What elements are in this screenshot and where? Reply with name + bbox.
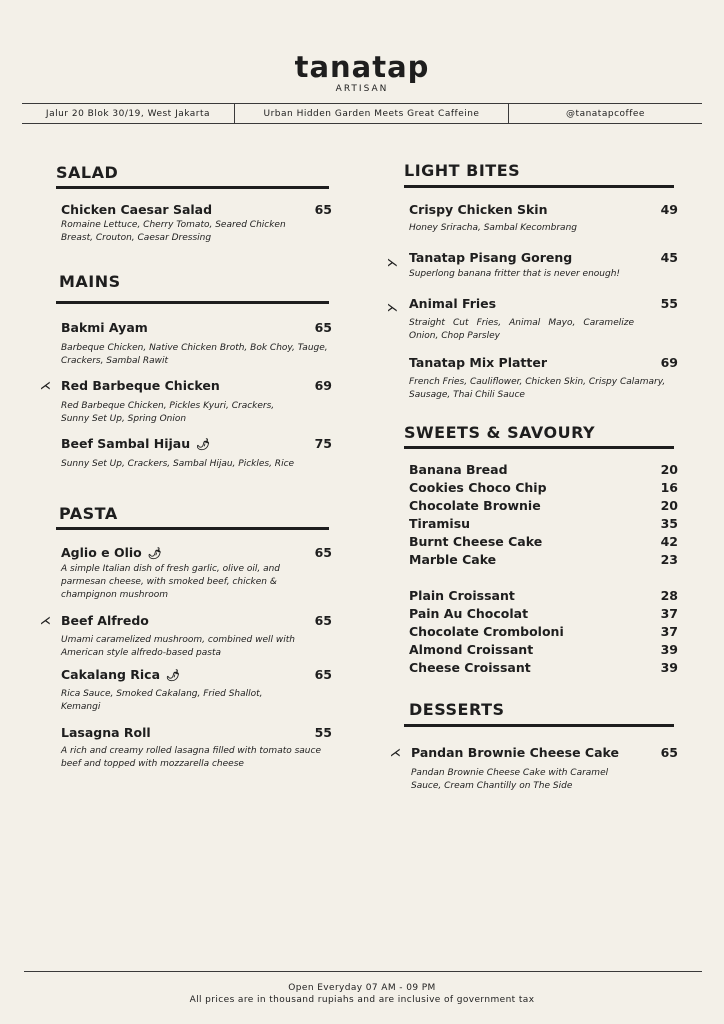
item-name: Tanatap Pisang Goreng xyxy=(409,250,573,265)
footer-rule xyxy=(24,971,702,972)
item-name: Chicken Caesar Salad xyxy=(61,202,213,217)
item-price: 69 xyxy=(660,355,678,370)
item-name: Cookies Choco Chip xyxy=(409,480,547,495)
item-name: Tiramisu xyxy=(409,516,471,531)
item-name-with-icon xyxy=(61,667,180,682)
item-price: 39 xyxy=(660,660,678,675)
social-handle: @tanatapcoffee xyxy=(566,108,645,119)
item-name: Chocolate Cromboloni xyxy=(409,624,564,639)
item-price: 65 xyxy=(314,320,332,335)
item-price: 37 xyxy=(660,624,678,639)
item-price: 42 xyxy=(660,534,678,549)
section-rule xyxy=(404,446,674,449)
section-title-desserts: DESSERTS xyxy=(409,700,505,719)
section-title-light-bites: LIGHT BITES xyxy=(404,161,521,180)
section-title-salad: SALAD xyxy=(56,163,119,182)
chili-icon: 🌶 xyxy=(147,547,162,560)
item-price: 55 xyxy=(660,296,678,311)
logo: tanatap xyxy=(294,50,430,84)
item-desc: Honey Sriracha, Sambal Kecombrang xyxy=(409,223,577,233)
item-name: Almond Croissant xyxy=(409,642,534,657)
tagline: Urban Hidden Garden Meets Great Caffeine xyxy=(235,104,509,123)
item-price: 65 xyxy=(314,545,332,560)
item-name-with-icon xyxy=(61,545,162,560)
item-name: Beef Alfredo xyxy=(61,613,149,628)
item-price: 65 xyxy=(660,745,678,760)
section-rule xyxy=(404,185,674,188)
info-bar xyxy=(22,103,702,124)
item-name: Tanatap Mix Platter xyxy=(409,355,548,370)
chili-icon: 🌶 xyxy=(166,669,180,682)
section-rule xyxy=(56,301,329,304)
section-rule xyxy=(56,527,329,530)
item-name: Pandan Brownie Cheese Cake xyxy=(411,745,619,760)
section-rule xyxy=(404,724,674,727)
item-price: 65 xyxy=(314,613,332,628)
item-name: Pain Au Chocolat xyxy=(409,606,529,621)
item-desc: A simple Italian dish of fresh garlic, olive oil, and parmesan cheese, with smoked beef, chicken & champignon mushroom xyxy=(61,564,281,600)
item-price: 16 xyxy=(660,480,678,495)
section-title-mains: MAINS xyxy=(59,272,121,291)
address: Jalur 20 Blok 30/19, West Jakarta xyxy=(22,104,235,123)
item-desc: French Fries, Cauliflower, Chicken Skin, Crispy Calamary, Sausage, Thai Chili Sauce xyxy=(409,377,666,400)
item-price: 23 xyxy=(660,552,678,567)
section-title-pasta: PASTA xyxy=(59,504,118,523)
item-price: 20 xyxy=(660,462,678,477)
chili-icon: 🌶 xyxy=(196,438,211,451)
item-price: 49 xyxy=(660,202,678,217)
opening-hours: Open Everyday 07 AM - 09 PM xyxy=(288,983,436,993)
section-title-sweets: SWEETS & SAVOURY xyxy=(404,423,596,442)
tanatap-mark-icon: ⋌ xyxy=(40,379,51,392)
item-desc: Pandan Brownie Cheese Cake with Caramel Sauce, Cream Chantilly on The Side xyxy=(411,768,609,791)
item-name: Burnt Cheese Cake xyxy=(409,534,543,549)
item-name-with-icon xyxy=(61,436,210,451)
item-desc: Red Barbeque Chicken, Pickles Kyuri, Crackers, Sunny Set Up, Spring Onion xyxy=(61,401,275,424)
logo-subtitle: ARTISAN xyxy=(335,84,389,94)
item-price: 75 xyxy=(314,436,332,451)
item-desc: Superlong banana fritter that is never enough! xyxy=(409,269,621,279)
item-price: 65 xyxy=(314,667,332,682)
item-price: 45 xyxy=(660,250,678,265)
item-desc: Straight Cut Fries, Animal Mayo, Caramelize Onion, Chop Parsley xyxy=(409,318,634,341)
item-desc: Rica Sauce, Smoked Cakalang, Fried Shallot, Kemangi xyxy=(61,689,263,712)
item-desc: A rich and creamy rolled lasagna filled with tomato sauce beef and topped with mozzarella cheese xyxy=(61,746,321,769)
item-price: 28 xyxy=(660,588,678,603)
item-price: 35 xyxy=(660,516,678,531)
item-desc: Sunny Set Up, Crackers, Sambal Hijau, Pickles, Rice xyxy=(61,459,295,469)
item-name: Cheese Croissant xyxy=(409,660,531,675)
item-name: Banana Bread xyxy=(409,462,508,477)
tanatap-mark-icon: ⋌ xyxy=(40,614,51,627)
section-rule xyxy=(56,186,329,189)
tanatap-mark-icon: ⋋ xyxy=(387,301,398,314)
item-desc: Umami caramelized mushroom, combined well with American style alfredo-based pasta xyxy=(61,635,295,658)
item-name: Cakalang Rica xyxy=(61,667,161,682)
item-price: 65 xyxy=(314,202,332,217)
item-price: 37 xyxy=(660,606,678,621)
item-name: Crispy Chicken Skin xyxy=(409,202,548,217)
item-name: Bakmi Ayam xyxy=(61,320,148,335)
tanatap-mark-icon: ⋋ xyxy=(387,256,398,269)
item-name: Marble Cake xyxy=(409,552,497,567)
item-price: 39 xyxy=(660,642,678,657)
item-desc: Romaine Lettuce, Cherry Tomato, Seared Chicken Breast, Crouton, Caesar Dressing xyxy=(61,220,286,243)
item-name: Red Barbeque Chicken xyxy=(61,378,220,393)
item-name: Plain Croissant xyxy=(409,588,515,603)
item-name: Lasagna Roll xyxy=(61,725,151,740)
item-name: Animal Fries xyxy=(409,296,497,311)
tanatap-mark-icon: ⋌ xyxy=(390,746,401,759)
item-desc: Barbeque Chicken, Native Chicken Broth, Bok Choy, Tauge, Crackers, Sambal Rawit xyxy=(61,343,328,366)
item-price: 69 xyxy=(314,378,332,393)
item-name: Chocolate Brownie xyxy=(409,498,541,513)
item-name: Beef Sambal Hijau xyxy=(61,436,191,451)
item-price: 55 xyxy=(314,725,332,740)
item-price: 20 xyxy=(660,498,678,513)
price-note: All prices are in thousand rupiahs and are inclusive of government tax xyxy=(189,995,535,1005)
item-name: Aglio e Olio xyxy=(61,545,142,560)
